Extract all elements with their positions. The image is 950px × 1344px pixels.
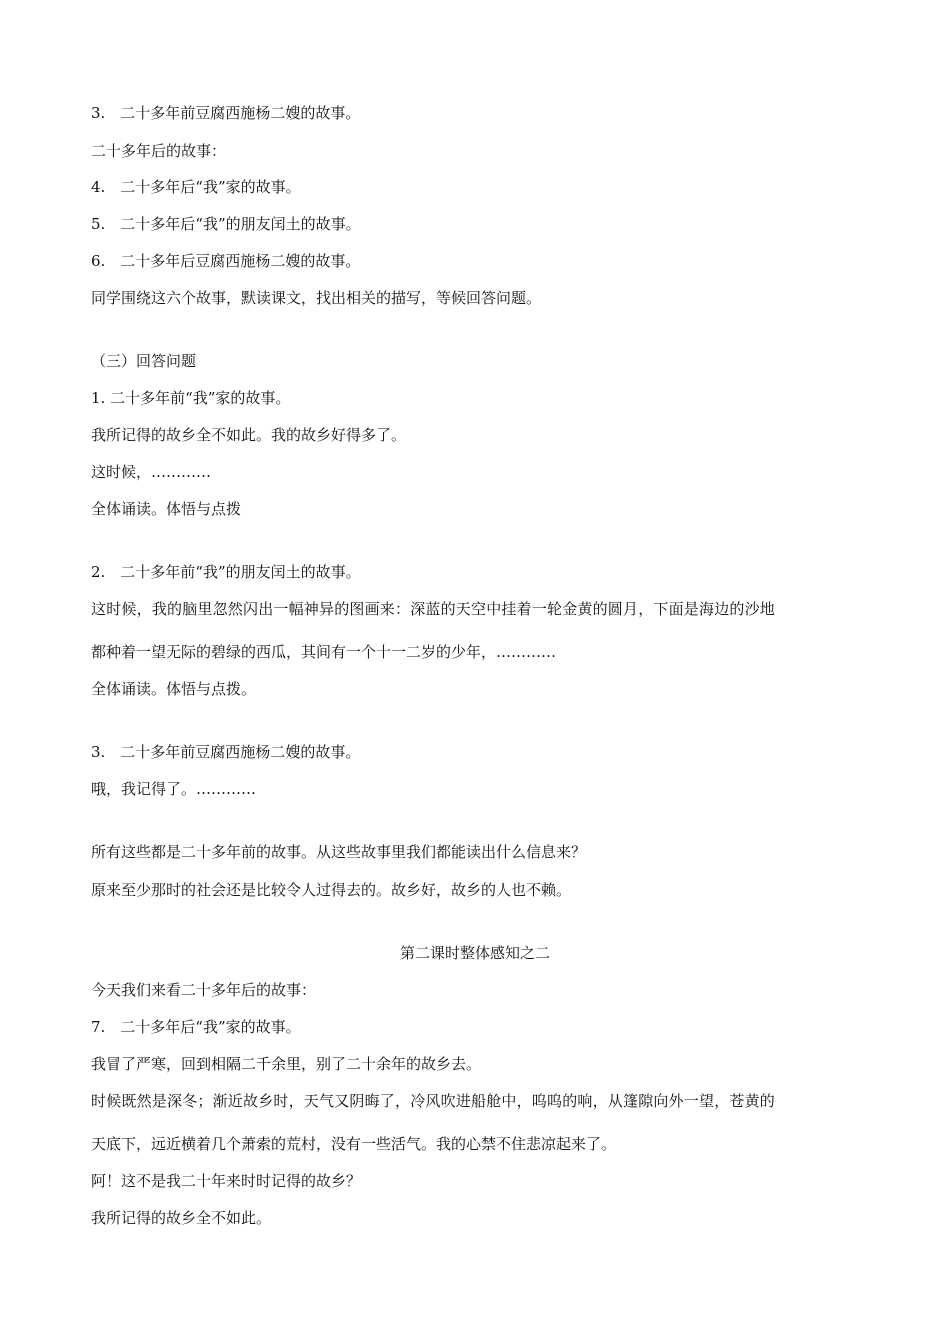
quote-text: 天底下，远近横着几个萧索的荒村，没有一些活气。我的心禁不住悲凉起来了。 xyxy=(91,1135,617,1153)
answer-item-3: 3. 二十多年前豆腐西施杨二嫂的故事。 xyxy=(91,743,361,761)
lesson-title: 第二课时整体感知之二 xyxy=(399,944,550,962)
story-item-7: 7. 二十多年后“我”家的故事。 xyxy=(91,1018,301,1036)
activity-text: 全体诵读。体悟与点拨 xyxy=(91,500,242,518)
quote-text: 我所记得的故乡全不如此。我的故乡好得多了。 xyxy=(91,426,407,444)
quote-text: 我冒了严寒，回到相隔二千余里，别了二十余年的故乡去。 xyxy=(91,1055,482,1073)
summary-answer: 原来至少那时的社会还是比较令人过得去的。故乡好，故乡的人也不赖。 xyxy=(91,881,572,899)
quote-text: 时候既然是深冬；渐近故乡时，天气又阴晦了，冷风吹进船舱中，呜呜的响，从篷隙向外一望，苍黄的 xyxy=(91,1092,776,1110)
activity-text: 全体诵读。体悟与点拨。 xyxy=(91,680,257,698)
intro-text: 今天我们来看二十多年后的故事： xyxy=(91,981,317,999)
story-item-6: 6. 二十多年后豆腐西施杨二嫂的故事。 xyxy=(91,252,361,270)
section-label-after: 二十多年后的故事： xyxy=(91,142,227,160)
section-heading: （三）回答问题 xyxy=(91,352,197,370)
summary-question: 所有这些都是二十多年前的故事。从这些故事里我们都能读出什么信息来？ xyxy=(91,843,587,861)
story-item-4: 4. 二十多年后“我”家的故事。 xyxy=(91,178,301,196)
quote-text: 我所记得的故乡全不如此。 xyxy=(91,1209,272,1227)
quote-text: 这时候，我的脑里忽然闪出一幅神异的图画来：深蓝的天空中挂着一轮金黄的圆月，下面是海边的沙地 xyxy=(91,600,776,618)
quote-text: 这时候，………… xyxy=(91,463,212,481)
quote-text: 都种着一望无际的碧绿的西瓜，其间有一个十一二岁的少年，………… xyxy=(91,643,557,661)
answer-item-2: 2. 二十多年前“我”的朋友闰土的故事。 xyxy=(91,563,361,581)
quote-text: 阿！这不是我二十年来时时记得的故乡？ xyxy=(91,1172,362,1190)
quote-text: 哦，我记得了。………… xyxy=(91,780,257,798)
instruction-text: 同学围绕这六个故事，默读课文，找出相关的描写，等候回答问题。 xyxy=(91,289,542,307)
story-item-3: 3. 二十多年前豆腐西施杨二嫂的故事。 xyxy=(91,104,361,122)
story-item-5: 5. 二十多年后“我”的朋友闰土的故事。 xyxy=(91,215,361,233)
answer-item-1: 1. 二十多年前“我”家的故事。 xyxy=(91,389,291,407)
